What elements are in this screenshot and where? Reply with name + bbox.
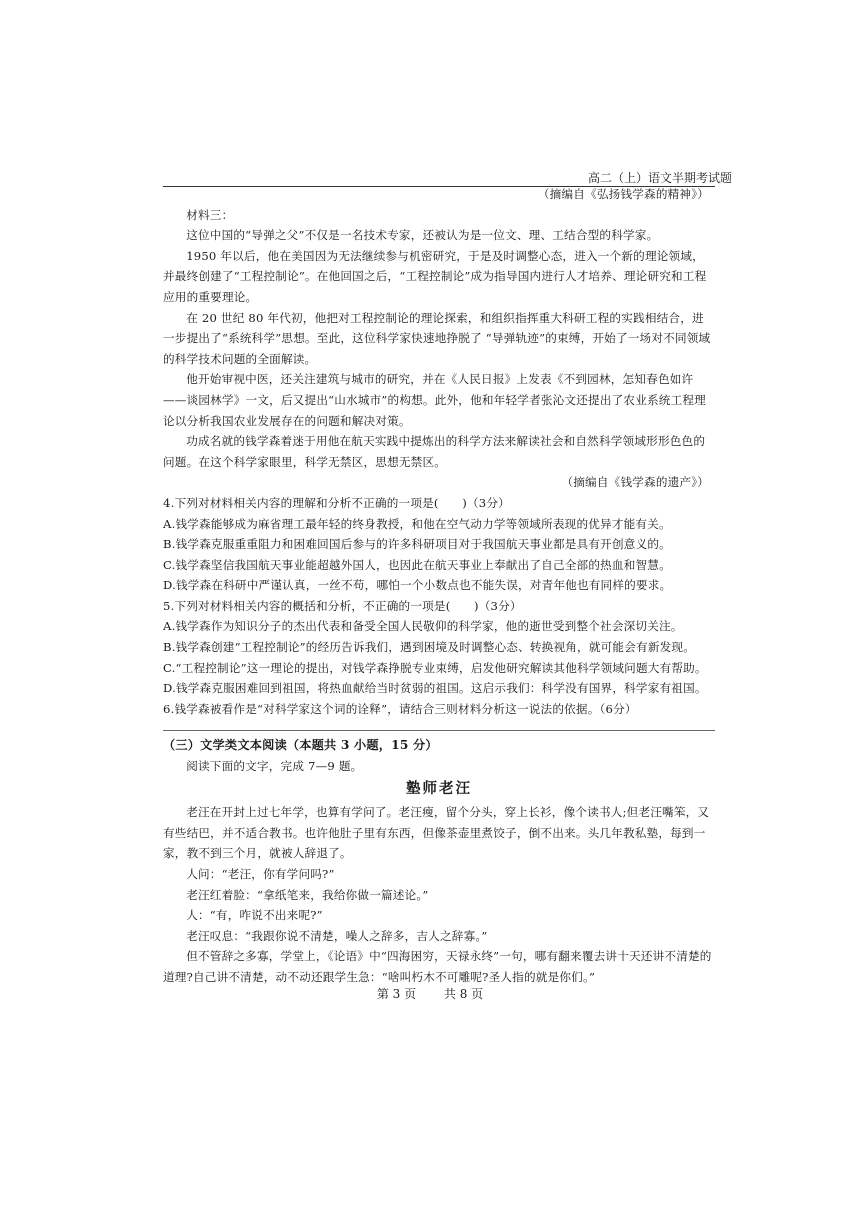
material3-label: 材料三： <box>186 207 234 222</box>
section-3-instruction: 阅读下面的文字，完成 7—9 题。 <box>186 759 363 774</box>
question-5-option-d: D.钱学森克服困难回到祖国，将热血献给当时贫弱的祖国。这启示我们：科学没有国界，科学家有祖国。 <box>163 681 707 696</box>
section-divider <box>163 730 715 731</box>
question-5-option-b: B.钱学森创建“工程控制论”的经历告诉我们，遇到困境及时调整心态、转换视角，就可能会有新发现。 <box>163 640 695 655</box>
section-3-heading: （三）文学类文本阅读（本题共 3 小题，15 分） <box>163 738 438 753</box>
essay-paragraph: 人：“有，咋说不出来呢?” <box>186 908 323 923</box>
material3-paragraph: 功成名就的钱学森着迷于用他在航天实践中提炼出的科学方法来解读社会和自然科学领域形形色色的问题。在这个科学家眼里，科学无禁区，思想无禁区。 <box>163 434 706 469</box>
question-4-option-c: C.钱学森坚信我国航天事业能超越外国人，也因此在航天事业上奉献出了自己全部的热血和智慧。 <box>163 557 671 572</box>
page-footer <box>0 985 860 1002</box>
material3-paragraph: 1950 年以后，他在美国因为无法继续参与机密研究，于是及时调整心态，进入一个新的理论领域，并最终创建了“工程控制论”。在他回国之后，“工程控制论”成为指导国内进行人才培养、理论研究和工程应用的重要理论。 <box>163 248 707 304</box>
essay-title: 塾师老汪 <box>406 779 472 797</box>
page-total: 共 8 页 <box>443 987 484 1001</box>
essay-paragraph: 人问：“老汪，你有学问吗?” <box>186 867 335 881</box>
question-4-option-a: A.钱学森能够成为麻省理工最年轻的终身教授，和他在空气动力学等领域所表现的优异才能有关。 <box>163 516 671 531</box>
page-number: 第 3 页 <box>376 987 417 1001</box>
material3-paragraph: 在 20 世纪 80 年代初，他把对工程控制论的理论探索，和组织指挥重大科研工程的实践相结合，进一步提出了“系统科学”思想。至此，这位科学家快速地挣脱了 “导弹轨迹”的束缚，开始了一场对不同领域的科学技术问题的全面解读。 <box>163 310 711 366</box>
essay-paragraph: 老汪红着脸：“拿纸笔来，我给你做一篇述论。” <box>186 887 429 902</box>
material3-paragraph: 他开始审视中医，还关注建筑与城市的研究，并在《人民日报》上发表《不到园林，怎知春色如许——谈园林学》一文，后又提出“山水城市”的构想。此外，他和年轻学者张沁文还提出了农业系统工程理论以分析我国农业发展存在的问题和解决对策。 <box>163 372 706 428</box>
essay-paragraph: 老汪叹息：“我跟你说不清楚，噪人之辞多，吉人之辞寡。” <box>186 928 488 943</box>
question-5-option-c: C.“工程控制论”这一理论的提出，对钱学森挣脱专业束缚，启发他研究解读其他科学领域问题大有帮助。 <box>163 660 707 675</box>
page-body <box>163 184 715 988</box>
question-4-option-b: B.钱学森克服重重阻力和困难回国后参与的许多科研项目对于我国航天事业都是具有开创意义的。 <box>163 537 671 552</box>
question-5-option-a: A.钱学森作为知识分子的杰出代表和备受全国人民敬仰的科学家，他的逝世受到整个社会深切关注。 <box>163 619 683 634</box>
essay-paragraph: 但不管辞之多寡，学堂上，《论语》中“四海困穷，天禄永终”一句，哪有翻来覆去讲十天还讲不清楚的道理?自己讲不清楚，动不动还跟学生急：“啥叫朽木不可雕呢?圣人指的就是你们。” <box>163 949 712 984</box>
question-4-stem: 4.下列对材料相关内容的理解和分析不正确的一项是( )（3分） <box>163 495 510 510</box>
question-4-option-d: D.钱学森在科研中严谨认真，一丝不苟，哪怕一个小数点也不能失误，对青年他也有同样的要求。 <box>163 578 672 593</box>
material3-paragraph: 这位中国的“导弹之父”不仅是一名技术专家，还被认为是一位文、理、工结合型的科学家。 <box>186 228 659 243</box>
source-citation-2: （摘编自《钱学森的遗产》） <box>561 475 709 490</box>
question-5-stem: 5.下列对材料相关内容的概括和分析，不正确的一项是( )（3分） <box>163 598 522 613</box>
question-6-stem: 6.钱学森被看作是“对科学家这个词的诠释”，请结合三则材料分析这一说法的依据。（6分） <box>163 701 637 716</box>
header-title: 高二（上）语文半期考试题 <box>587 171 732 185</box>
essay-paragraph: 老汪在开封上过七年学，也算有学问了。老汪瘦，留个分头，穿上长衫，像个读书人;但老汪嘴笨，又有些结巴，并不适合教书。也许他肚子里有东西，但像茶壶里煮饺子，倒不出来。头几年教私塾，每到一家，教不到三个月，就被人辞退了。 <box>163 805 710 861</box>
source-citation-1: （摘编自《弘扬钱学森的精神》） <box>537 187 709 201</box>
